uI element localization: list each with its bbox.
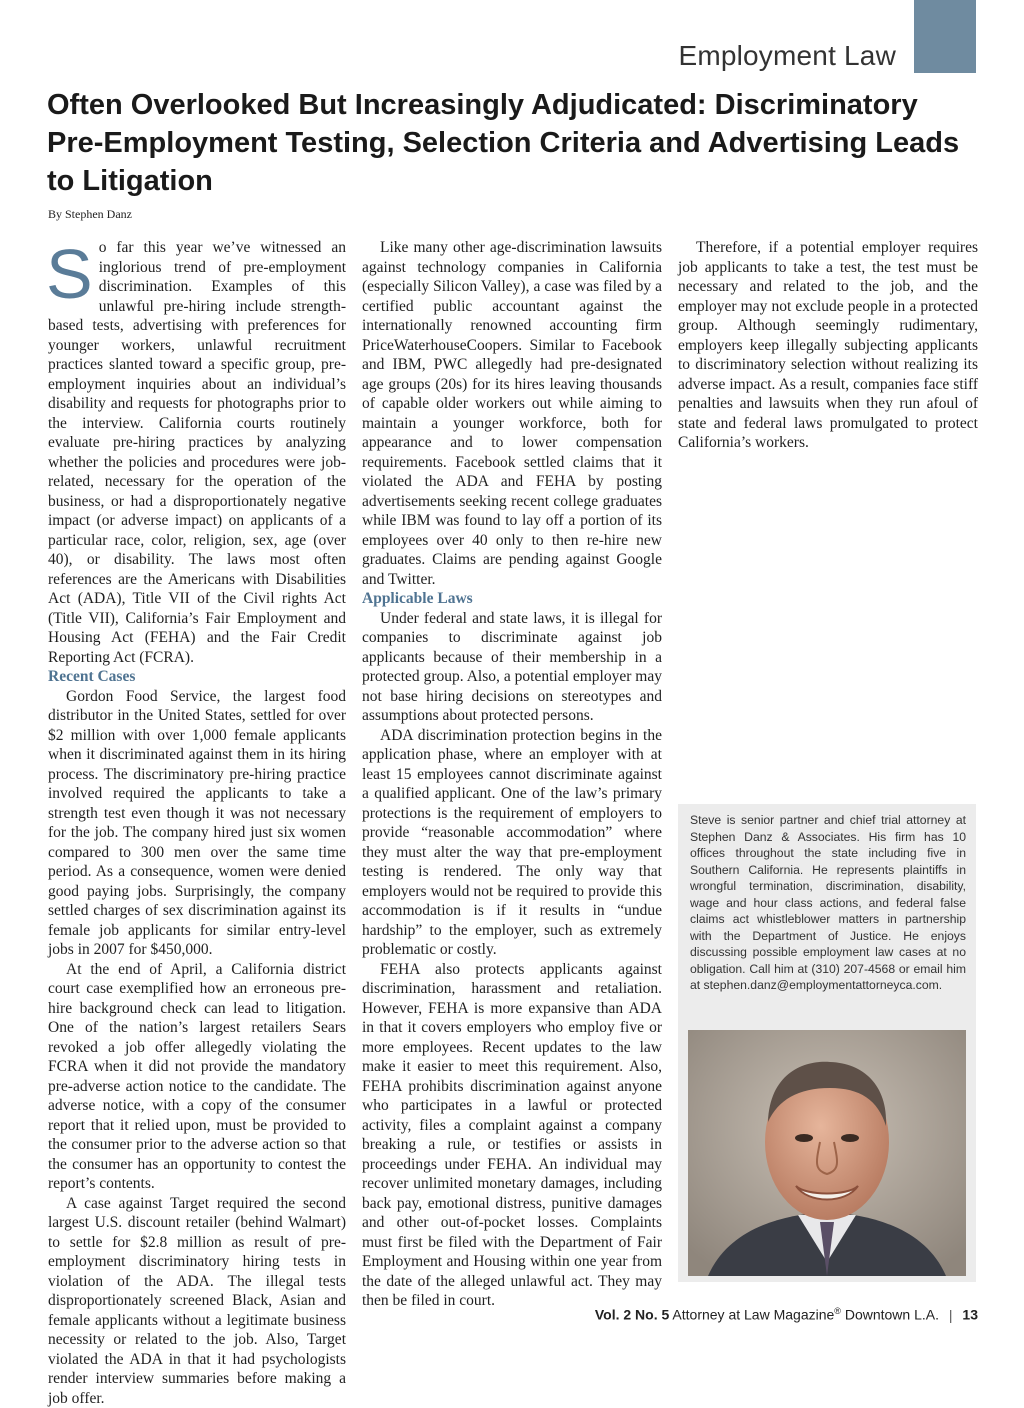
footer-volume: Vol. 2 No. 5 — [595, 1307, 669, 1323]
paragraph-target: A case against Target required the second largest U.S. discount retailer (behind Walmart) to settle for $2.8 million as result of pre-employment discriminatory hiring tests in violation of the ADA. The illegal tests disproportionately screened Black, Asian and female applicants without a legitimate business necessity or related to the job. Also, Target violated the ADA in that it had psychologists render interview summaries before making a job offer. — [48, 1194, 346, 1408]
subhead-applicable-laws: Applicable Laws — [362, 589, 662, 609]
author-photo — [688, 1030, 966, 1276]
subhead-recent-cases: Recent Cases — [48, 667, 346, 687]
paragraph-gordon: Gordon Food Service, the largest food distributor in the United States, settled for over $2 million with over 1,000 female applicants when it discriminated against them in its hiring process. The discriminatory pre-hiring practice involved required the applicants to take a strength test even though it was not necessary for the job. The company hired just six women compared to 300 men over the same time period. As a consequence, women were denied good paying jobs. Surprisingly, the company settled charges of sex discrimination against its female job applicants for similar entry-level jobs in 2007 for $450,000. — [48, 687, 346, 960]
page-footer — [595, 1306, 978, 1323]
drop-cap: S — [46, 244, 93, 304]
author-bio-box — [678, 804, 976, 1282]
paragraph-therefore: Therefore, if a potential employer requires job applicants to take a test, the test must be necessary and related to the job, and the employer may not exclude people in a protected group. Although seemingly rudimentary, employers keep illegally subjecting applicants to discriminatory selection without realizing its adverse impact. As a result, companies face stiff penalties and lawsuits when they run afoul of state and federal laws promulgated to protect California’s workers. — [678, 238, 978, 453]
article-title: Often Overlooked But Increasingly Adjudicated: Discriminatory Pre-Employment Testing, Selection Criteria and Advertising Leads to Litigation — [47, 86, 977, 200]
footer-separator: | — [949, 1307, 953, 1323]
section-label: Employment Law — [678, 40, 896, 72]
article-column-1 — [48, 238, 346, 1408]
paragraph-intro-text: o far this year we’ve witnessed an inglorious trend of pre-employment discrimination. Examples of this unlawful pre-hiring include strength-based tests, advertising with preferences for younger workers, unlawful recruitment practices slanted toward a specific group, pre-employment inquiries about an individual’s disability and requests for photographs prior to the interview. California courts routinely evaluate pre-hiring practices by analyzing whether the policies and procedures were job-related, necessary for the operation of the business, or had a disproportionately negative impact (or adverse impact) on applicants of a particular race, color, religion, sex, age (over 40), or disability. The laws most often references are the Americans with Disabilities Act (ADA), Title VII of the Civil rights Act (Title VII), California’s Fair Employment and Housing Act (FEHA) and the Fair Credit Reporting Act (FCRA). — [48, 239, 346, 666]
author-bio: Steve is senior partner and chief trial attorney at Stephen Danz & Associates. His firm has 10 offices throughout the state including five in Southern California. He represents plaintiffs in wrongful termination, discrimination, disability, wage and hour class actions, and federal false claims act whistleblower matters in partnership with the Department of Justice. He enjoys discussing possible employment law cases at no obligation. Call him at (310) 207-4568 or email him at stephen.danz@employmentattorneyca.com. — [690, 812, 966, 994]
article-column-2 — [362, 238, 662, 1311]
footer-registered: ® — [834, 1306, 841, 1316]
article-column-3 — [678, 238, 978, 453]
footer-page-number: 13 — [962, 1307, 978, 1323]
paragraph-sears: At the end of April, a California district court case exemplified how an erroneous pre-hire background check can lead to litigation. One of the nation’s largest retailers Sears revoked a job offer allegedly violating the FCRA when it did not provide the mandatory pre-adverse action notice to the candidate. The adverse notice, with a copy of the consumer report that it relied upon, must be provided to the consumer prior to the adverse action so that the consumer has an opportunity to contest the report’s contents. — [48, 960, 346, 1194]
footer-magazine: Attorney at Law Magazine — [672, 1307, 834, 1323]
section-color-bar — [914, 0, 976, 73]
paragraph-feha: FEHA also protects applicants against discrimination, harassment and retaliation. However, FEHA is more expansive than ADA in that it covers employers who employ five or more employees. Recent updates to the law make it easier to meet this requirement. Also, FEHA prohibits discrimination against anyone who participates in a lawful or protected activity, files a complaint against a company breaking a rule, or testifies or assists in proceedings under FEHA. An individual may recover unlimited monetary damages, including back pay, emotional distress, punitive damages and other out-of-pocket losses. Complaints must first be filed with the Department of Fair Employment and Housing within one year from the date of the alleged unlawful act. They may then be filed in court. — [362, 960, 662, 1311]
paragraph-age: Like many other age-discrimination lawsuits against technology companies in California (especially Silicon Valley), a case was filed by a certified public accountant against the internationally renowned accounting firm PriceWaterhouseCoopers. Similar to Facebook and IBM, PWC allegedly had pre-designated age groups (20s) for its hires leaving thousands of capable older workers out while aiming to maintain a younger workforce, both for appearance and to lower compensation requirements. Facebook settled claims that it violated the ADA and FEHA by posting advertisements seeking recent college graduates while IBM was found to lay off a portion of its employees over 40 only to then re-hire new graduates. Claims are pending against Google and Twitter. — [362, 238, 662, 589]
byline: By Stephen Danz — [48, 207, 132, 222]
paragraph-laws: Under federal and state laws, it is illegal for companies to discriminate against job applicants because of their membership in a protected group. Also, a potential employer may not base hiring decisions on stereotypes and assumptions about protected persons. — [362, 609, 662, 726]
footer-edition: Downtown L.A. — [845, 1307, 939, 1323]
paragraph-intro — [48, 238, 346, 667]
paragraph-ada: ADA discrimination protection begins in the application phase, where an employer with at least 15 employees cannot discriminate against a qualified applicant. One of the law’s primary protections is the requirement of employers to provide “reasonable accommodation” where they must alter the way that pre-employment testing is rendered. The only way that employers would not be required to provide this accommodation is if it results in “undue hardship” to the employer, such as extremely problematic or costly. — [362, 726, 662, 960]
